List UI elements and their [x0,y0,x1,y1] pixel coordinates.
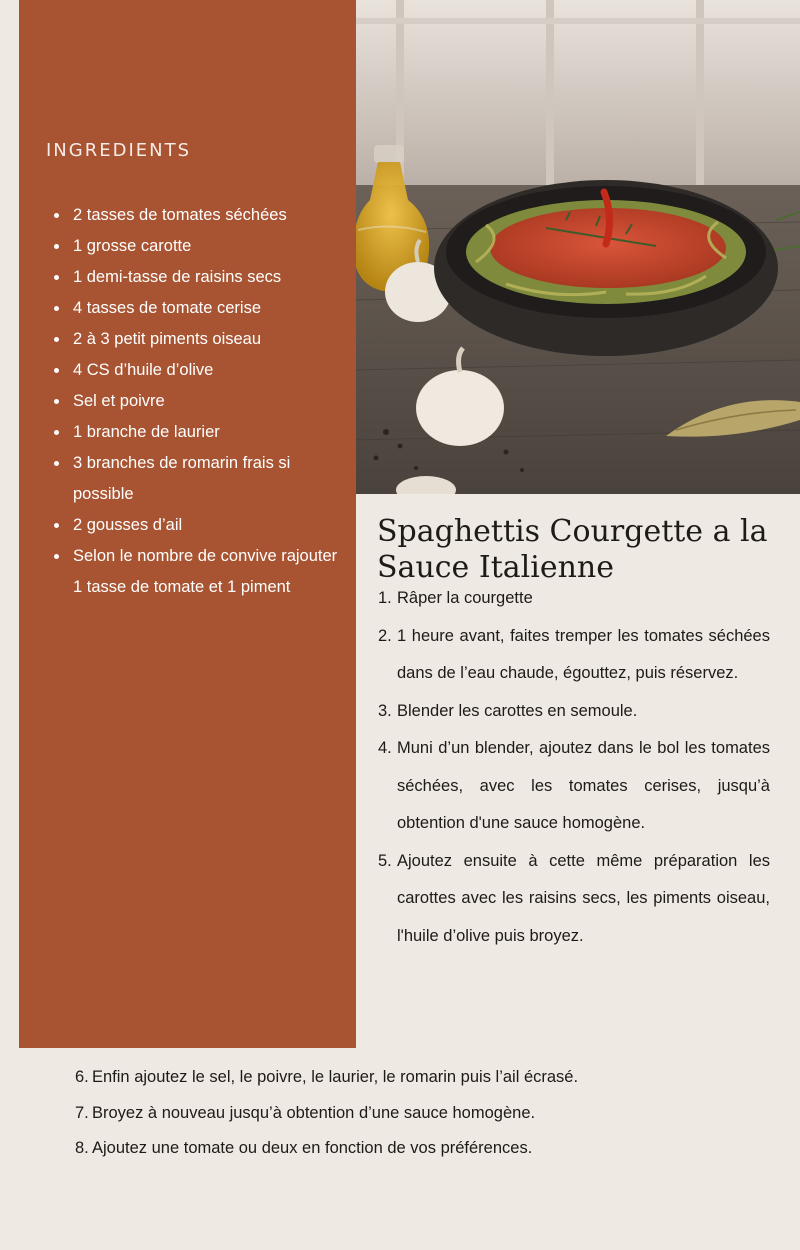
step-text: Ajoutez une tomate ou deux en fonction de vos préférences. [92,1139,533,1157]
ingredient-item: 1 grosse carotte [73,231,343,262]
recipe-steps [378,580,770,955]
ingredient-item: 2 à 3 petit piments oiseau [73,324,343,355]
step-number: 7. [75,1103,89,1122]
ingredient-item: Sel et poivre [73,386,343,417]
ingredients-list [54,200,343,603]
recipe-step [75,1131,775,1167]
recipe-step [75,1060,775,1096]
ingredient-item: 1 branche de laurier [73,417,343,448]
step-number: 1. [378,589,392,607]
recipe-step [378,843,770,956]
ingredient-item: 3 branches de romarin frais si possible [73,448,343,510]
ingredient-item: 4 CS d’huile d’olive [73,355,343,386]
step-text: Muni d’un blender, ajoutez dans le bol les tomates séchées, avec les tomates cerises, jusqu’à obtention d'une sauce homogène. [397,739,770,832]
recipe-steps-continued [75,1060,775,1167]
step-text: Broyez à nouveau jusqu’à obtention d’une sauce homogène. [92,1103,536,1122]
ingredient-item: 4 tasses de tomate cerise [73,293,343,324]
recipe-step [378,693,770,731]
ingredient-item: 1 demi-tasse de raisins secs [73,262,343,293]
dish-photo [356,0,800,494]
ingredients-heading: INGREDIENTS [46,140,192,161]
recipe-step [378,580,770,618]
ingredient-item: 2 tasses de tomates séchées [73,200,343,231]
recipe-step [378,730,770,843]
step-number: 3. [378,701,392,720]
step-number: 4. [378,739,392,757]
step-text: Ajoutez ensuite à cette même préparation les carottes avec les raisins secs, les piments oiseau, l'huile d’olive puis broyez. [397,851,770,945]
step-number: 2. [378,626,392,645]
ingredients-panel [19,0,356,1048]
step-number: 6. [75,1068,89,1086]
recipe-step [378,618,770,693]
step-number: 8. [75,1139,89,1157]
step-text: 1 heure avant, faites tremper les tomates séchées dans de l’eau chaude, égouttez, puis réservez. [397,626,770,682]
ingredient-item: Selon le nombre de convive rajouter 1 tasse de tomate et 1 piment [73,541,343,603]
step-text: Enfin ajoutez le sel, le poivre, le laurier, le romarin puis l’ail écrasé. [92,1068,579,1086]
step-text: Râper la courgette [397,589,533,607]
recipe-step [75,1096,775,1132]
step-number: 5. [378,851,392,870]
step-text: Blender les carottes en semoule. [397,701,638,720]
recipe-title: Spaghettis Courgette a la Sauce Italienne [377,514,768,585]
ingredient-item: 2 gousses d’ail [73,510,343,541]
